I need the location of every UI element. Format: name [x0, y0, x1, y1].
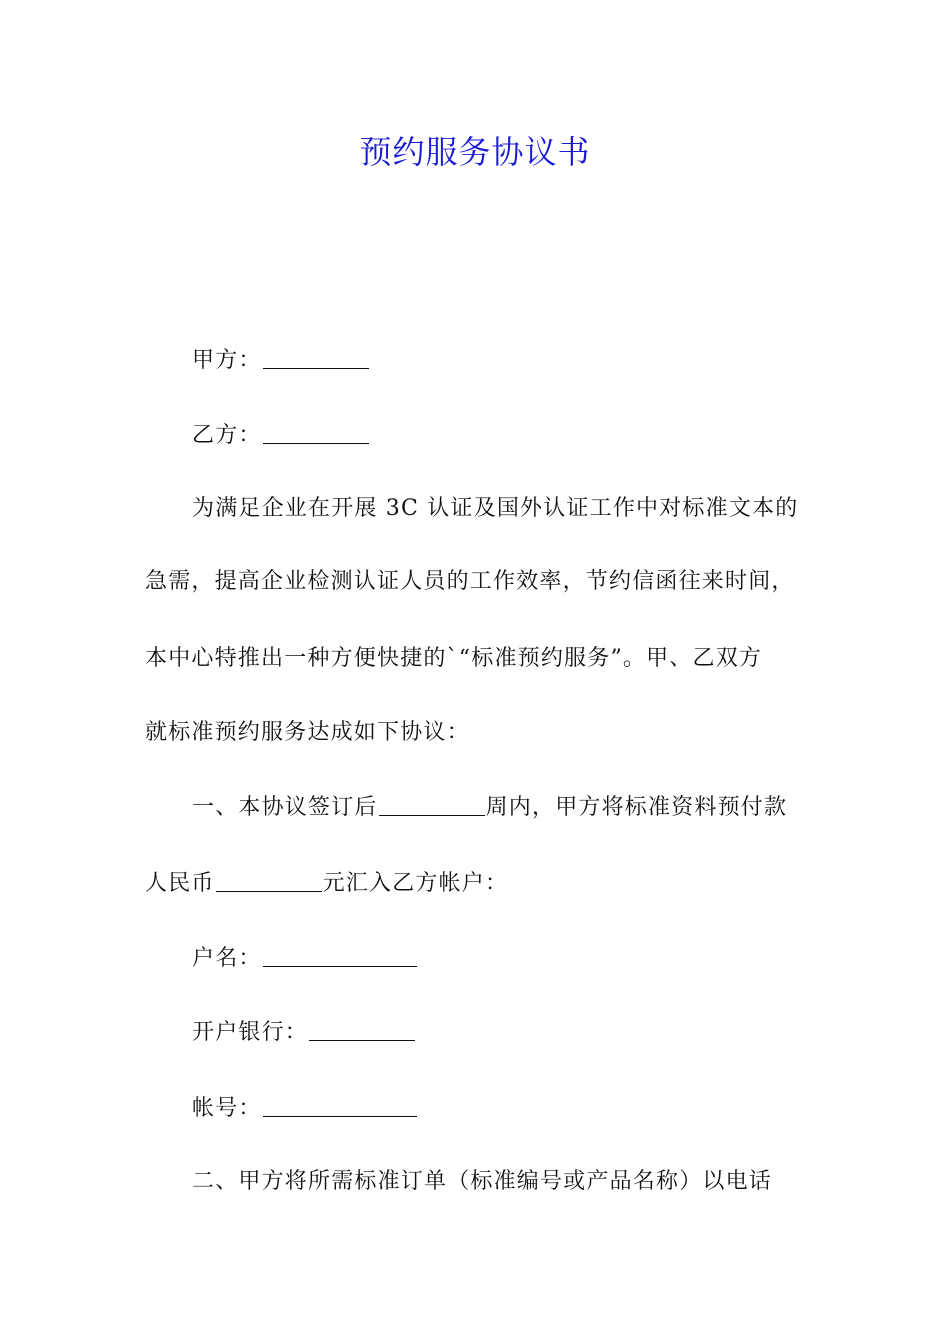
account-name-label: 户名：: [192, 946, 262, 971]
clause-1-line-2: [145, 868, 508, 900]
clause-2-line-1: 二、甲方将所需标准订单（标准编号或产品名称）以电话: [192, 1169, 773, 1194]
account-number-line: [192, 1093, 418, 1125]
intro-line-3: 本中心特推出一种方便快捷的`“标准预约服务”。甲、乙双方: [145, 646, 763, 671]
account-name-line: [192, 943, 418, 975]
clause-1-text-after: 周内，甲方将标准资料预付款: [485, 795, 788, 820]
party-b-blank: [263, 421, 369, 444]
amount-prefix: 人民币: [145, 871, 215, 896]
weeks-blank: [379, 793, 485, 816]
clause-1-text-before: 一、本协议签订后: [192, 795, 378, 820]
party-b-line: [192, 420, 370, 452]
bank-blank: [309, 1018, 415, 1041]
clause-1-line-1: [192, 792, 787, 824]
party-a-line: [192, 345, 370, 377]
account-number-label: 帐号：: [192, 1096, 262, 1121]
intro-line-2: 急需，提高企业检测认证人员的工作效率，节约信函往来时间，: [145, 569, 795, 594]
bank-line: [192, 1017, 416, 1049]
party-a-blank: [263, 346, 369, 369]
party-a-label: 甲方：: [192, 348, 262, 373]
account-name-blank: [263, 944, 417, 967]
document-title: 预约服务协议书: [359, 133, 591, 171]
account-number-blank: [263, 1094, 417, 1117]
amount-suffix: 元汇入乙方帐户：: [322, 871, 509, 896]
intro-line-4: 就标准预约服务达成如下协议：: [145, 720, 470, 745]
bank-label: 开户银行：: [192, 1020, 309, 1045]
intro-line-1: 为满足企业在开展 3C 认证及国外认证工作中对标准文本的: [192, 496, 799, 521]
party-b-label: 乙方：: [192, 423, 262, 448]
amount-blank: [216, 869, 322, 892]
